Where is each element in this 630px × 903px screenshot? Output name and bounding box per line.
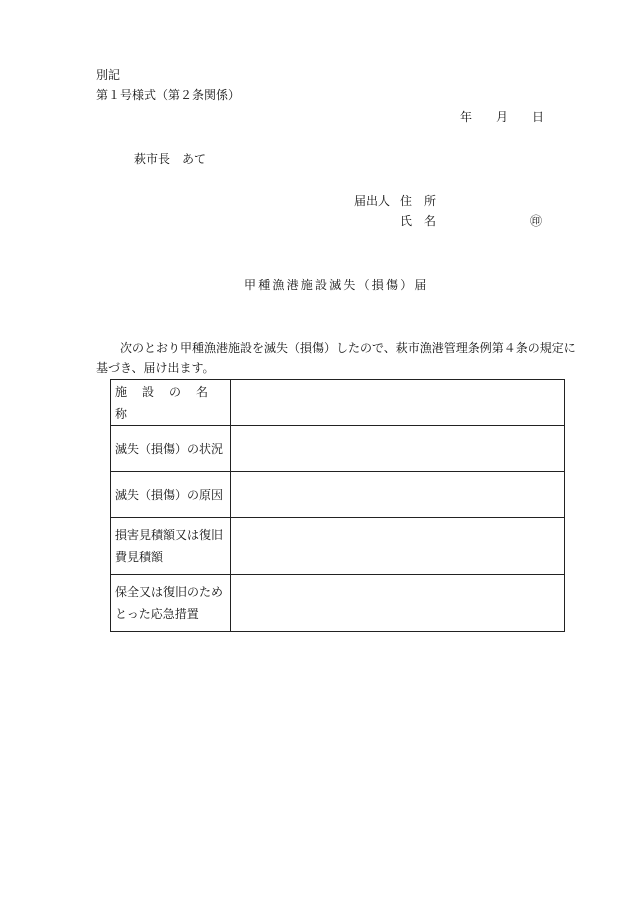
applicant-role: 届出人 <box>354 194 391 208</box>
applicant-name-label: 氏 名 <box>400 214 437 228</box>
measures-label-line2: とった応急措置 <box>115 607 199 621</box>
damage-cause-label: 滅失（損傷）の原因 <box>115 487 224 502</box>
seal-mark: ㊞ <box>530 214 543 228</box>
body-text-line2: 基づき、届け出ます。 <box>96 361 215 375</box>
table-row <box>111 575 565 632</box>
table-row <box>111 518 565 575</box>
row-label-estimate <box>111 518 231 575</box>
table-row <box>111 380 565 426</box>
date-year: 年 <box>460 110 473 124</box>
table-row <box>111 426 565 472</box>
body-text-line1: 次のとおり甲種漁港施設を滅失（損傷）したので、萩市漁港管理条例第４条の規定に <box>120 341 576 355</box>
emergency-measures-field[interactable] <box>231 575 565 632</box>
facility-name-field[interactable] <box>231 380 565 426</box>
estimate-field[interactable] <box>231 518 565 575</box>
damage-cause-field[interactable] <box>231 472 565 518</box>
row-label-facility-name <box>111 380 231 426</box>
attachment-label: 別記 <box>96 68 121 82</box>
measures-label-line1: 保全又は復旧のため <box>115 585 224 599</box>
estimate-label-line1: 損害見積額又は復旧 <box>115 528 224 542</box>
row-label-damage-cause <box>111 472 231 518</box>
estimate-label-line2: 費見積額 <box>115 550 164 564</box>
addressee: 萩市長 あて <box>134 152 207 166</box>
row-label-emergency-measures <box>111 575 231 632</box>
report-form-table <box>110 379 565 632</box>
document-title: 甲種漁港施設滅失（損傷）届 <box>244 278 429 292</box>
applicant-address-label: 住 所 <box>400 194 437 208</box>
facility-name-label: 施設の名称 <box>115 384 224 421</box>
form-number: 第１号様式（第２条関係） <box>96 88 241 102</box>
damage-status-field[interactable] <box>231 426 565 472</box>
row-label-damage-status <box>111 426 231 472</box>
date-month: 月 <box>496 110 509 124</box>
table-row <box>111 472 565 518</box>
date-day: 日 <box>532 110 545 124</box>
damage-status-label: 滅失（損傷）の状況 <box>115 441 224 456</box>
